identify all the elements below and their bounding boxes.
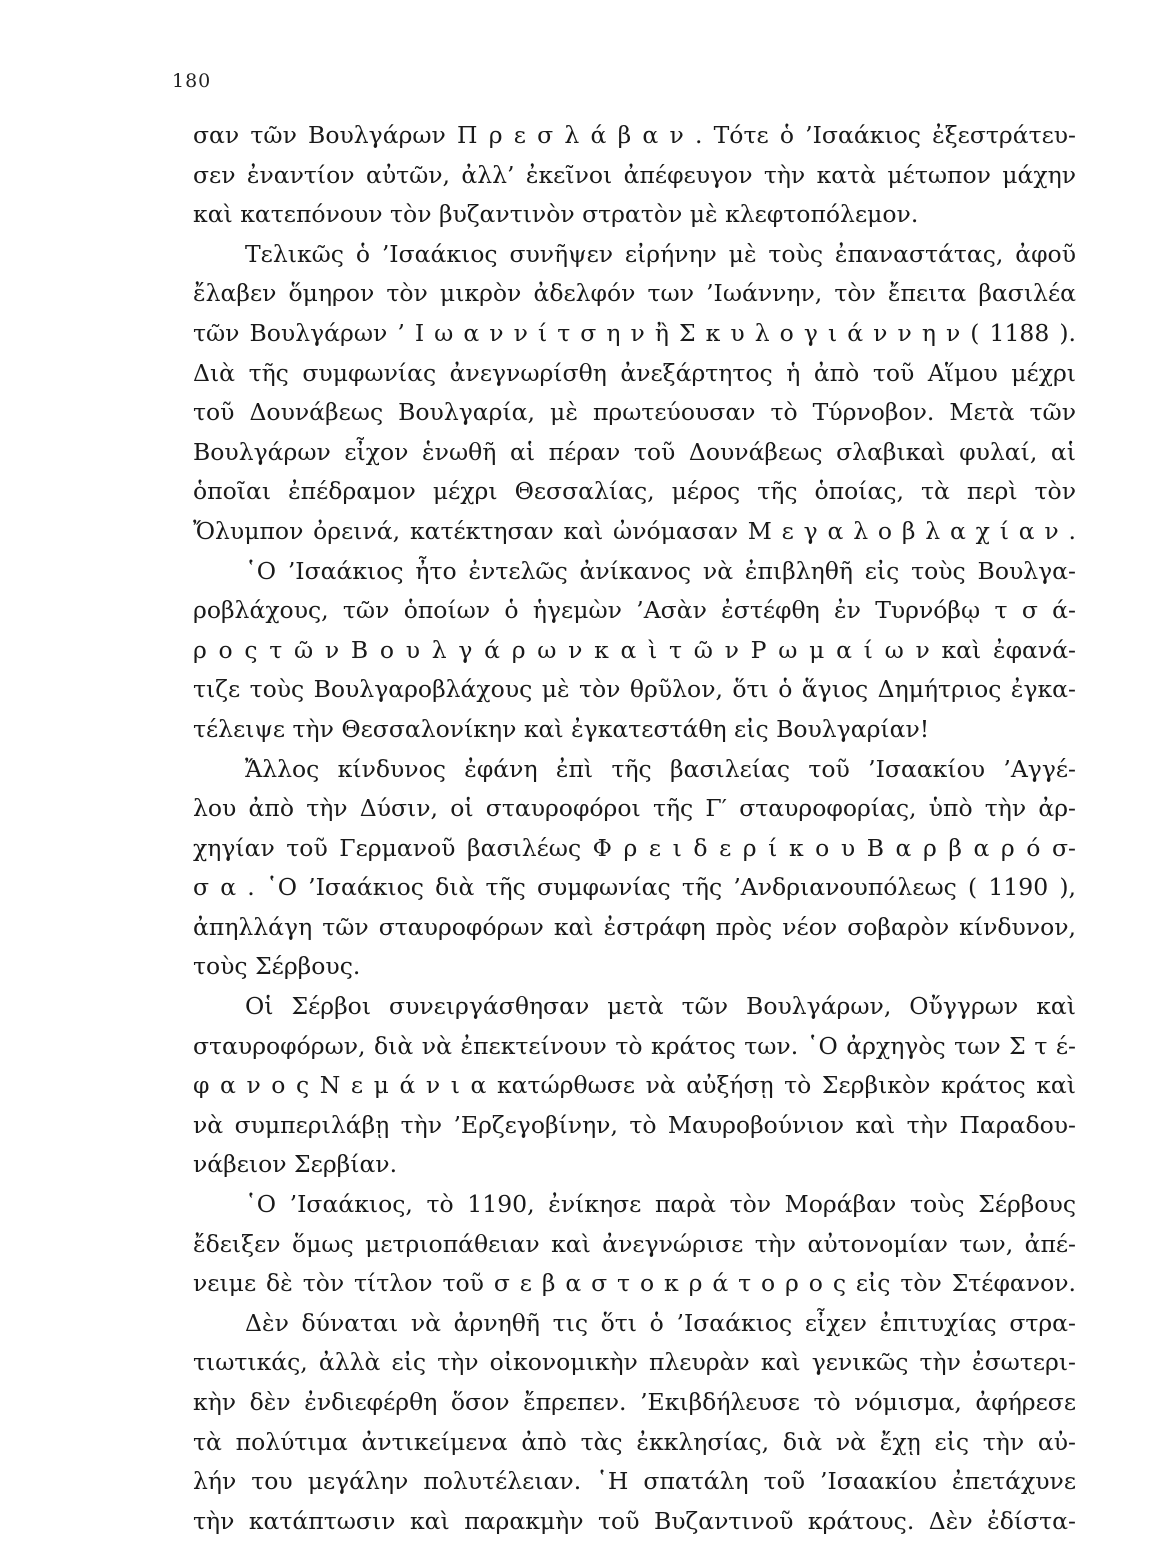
text-line: καὶ κατεπόνουν τὸν βυζαντινὸν στρατὸν μὲ κλεφτοπόλεμον. bbox=[193, 200, 919, 229]
text-line: ἔλαβεν ὅμηρον τὸν μικρὸν ἀδελφόν των ’Ιωάννην, τὸν ἔπειτα βασιλέα bbox=[193, 279, 1076, 308]
text-line: λου ἀπὸ τὴν Δύσιν, οἱ σταυροφόροι τῆς Γ′ σταυροφορίας, ὑπὸ τὴν ἀρ- bbox=[193, 794, 1076, 823]
text-line: σταυροφόρων, διὰ νὰ ἐπεκτείνουν τὸ κράτος των. ῾Ο ἀρχηγὸς των Σ τ έ- bbox=[193, 1031, 1076, 1060]
text-line: ἀπηλλάγη τῶν σταυροφόρων καὶ ἐστράφη πρὸς νέον σοβαρὸν κίνδυνον, bbox=[193, 912, 1076, 941]
text-line: τιωτικάς, ἀλλὰ εἰς τὴν οἰκονομικὴν πλευρὰν καὶ γενικῶς τὴν ἐσωτερι- bbox=[193, 1348, 1076, 1377]
text-line: σαν τῶν Βουλγάρων Π ρ ε σ λ ά β α ν . Τότε ὁ ’Ισαάκιος ἐξεστράτευ- bbox=[193, 121, 1076, 149]
text-line: Βουλγάρων εἶχον ἑνωθῆ αἱ πέραν τοῦ Δουνάβεως σλαβικαὶ φυλαί, αἱ bbox=[193, 437, 1076, 466]
text-line: νὰ συμπεριλάβῃ τὴν ’Ερζεγοβίνην, τὸ Μαυροβούνιον καὶ τὴν Παραδου- bbox=[193, 1110, 1076, 1139]
text-line: χηγίαν τοῦ Γερμανοῦ βασιλέως Φ ρ ε ι δ ε ρ ί κ ο υ Β α ρ β α ρ ό σ- bbox=[193, 833, 1076, 862]
text-line: ἔδειξεν ὅμως μετριοπάθειαν καὶ ἀνεγνώρισε τὴν αὐτονομίαν των, ἀπέ- bbox=[193, 1229, 1076, 1258]
text-line: νειμε δὲ τὸν τίτλον τοῦ σ ε β α σ τ ο κ ρ ά τ ο ρ ο ς εἰς τὸν Στέφανον. bbox=[193, 1269, 1076, 1298]
text-line: τοῦ Δουνάβεως Βουλγαρία, μὲ πρωτεύουσαν τὸ Τύρνοβον. Μετὰ τῶν bbox=[193, 398, 1076, 427]
text-line: νάβειον Σερβίαν. bbox=[193, 1150, 398, 1179]
page-number: 180 bbox=[172, 70, 212, 92]
text-line: Τελικῶς ὁ ’Ισαάκιος συνῆψεν εἰρήνην μὲ τοὺς ἐπαναστάτας, ἀφοῦ bbox=[245, 239, 1076, 268]
text-line: φ α ν ο ς Ν ε μ ά ν ι α κατώρθωσε νὰ αὐξήσῃ τὸ Σερβικὸν κράτος καὶ bbox=[193, 1071, 1076, 1100]
text-line: ρ ο ς τ ῶ ν Β ο υ λ γ ά ρ ω ν κ α ὶ τ ῶ ν Ρ ω μ α ί ω ν καὶ ἐφανά- bbox=[193, 635, 1076, 664]
text-line: τέλειψε τὴν Θεσσαλονίκην καὶ ἐγκατεστάθη εἰς Βουλγαρίαν! bbox=[193, 714, 930, 743]
text-line: Ὄλυμπον ὀρεινά, κατέκτησαν καὶ ὠνόμασαν Μ ε γ α λ ο β λ α χ ί α ν . bbox=[193, 516, 1076, 545]
text-line: ροβλάχους, τῶν ὁποίων ὁ ἡγεμὼν ’Ασὰν ἐστέφθη ἐν Τυρνόβῳ τ σ ά- bbox=[193, 596, 1076, 625]
text-line: λήν του μεγάλην πολυτέλειαν. ῾Η σπατάλη τοῦ ’Ισαακίου ἐπετάχυνε bbox=[193, 1467, 1076, 1496]
text-line: Οἱ Σέρβοι συνειργάσθησαν μετὰ τῶν Βουλγάρων, Οὔγγρων καὶ bbox=[245, 992, 1076, 1021]
text-line: τοὺς Σέρβους. bbox=[193, 952, 361, 981]
text-line: τὴν κατάπτωσιν καὶ παρακμὴν τοῦ Βυζαντινοῦ κράτους. Δὲν ἐδίστα- bbox=[193, 1506, 1076, 1535]
text-line: τῶν Βουλγάρων ’ Ι ω α ν ν ί τ σ η ν ἢ Σ κ υ λ ο γ ι ά ν ν η ν ( 1188 ). bbox=[193, 318, 1076, 347]
text-line: σεν ἐναντίον αὐτῶν, ἀλλ’ ἐκεῖνοι ἀπέφευγον τὴν κατὰ μέτωπον μάχην bbox=[193, 160, 1076, 189]
text-line: ὁποῖαι ἐπέδραμον μέχρι Θεσσαλίας, μέρος τῆς ὁποίας, τὰ περὶ τὸν bbox=[193, 477, 1076, 506]
body-text bbox=[193, 116, 1076, 1541]
text-line: ῾Ο ’Ισαάκιος, τὸ 1190, ἐνίκησε παρὰ τὸν Μοράβαν τοὺς Σέρβους bbox=[245, 1190, 1076, 1219]
text-line: σ α . ῾Ο ’Ισαάκιος διὰ τῆς συμφωνίας τῆς ’Ανδριανουπόλεως ( 1190 ), bbox=[193, 873, 1076, 902]
text-line: κὴν δὲν ἐνδιεφέρθη ὅσον ἔπρεπεν. ’Εκιβδήλευσε τὸ νόμισμα, ἀφήρεσε bbox=[193, 1388, 1076, 1416]
text-line: Διὰ τῆς συμφωνίας ἀνεγνωρίσθη ἀνεξάρτητος ἡ ἀπὸ τοῦ Αἵμου μέχρι bbox=[193, 358, 1076, 387]
text-line: τὰ πολύτιμα ἀντικείμενα ἀπὸ τὰς ἐκκλησίας, διὰ νὰ ἔχῃ εἰς τὴν αὐ- bbox=[193, 1427, 1076, 1456]
text-line: Ἄλλος κίνδυνος ἐφάνη ἐπὶ τῆς βασιλείας τοῦ ’Ισαακίου ’Αγγέ- bbox=[245, 754, 1076, 783]
text-line: τιζε τοὺς Βουλγαροβλάχους μὲ τὸν θρῦλον, ὅτι ὁ ἅγιος Δημήτριος ἐγκα- bbox=[193, 675, 1076, 704]
text-line: Δὲν δύναται νὰ ἀρνηθῆ τις ὅτι ὁ ’Ισαάκιος εἶχεν ἐπιτυχίας στρα- bbox=[245, 1308, 1076, 1337]
text-line: ῾Ο ’Ισαάκιος ἦτο ἐντελῶς ἀνίκανος νὰ ἐπιβληθῆ εἰς τοὺς Βουλγα- bbox=[245, 556, 1076, 585]
